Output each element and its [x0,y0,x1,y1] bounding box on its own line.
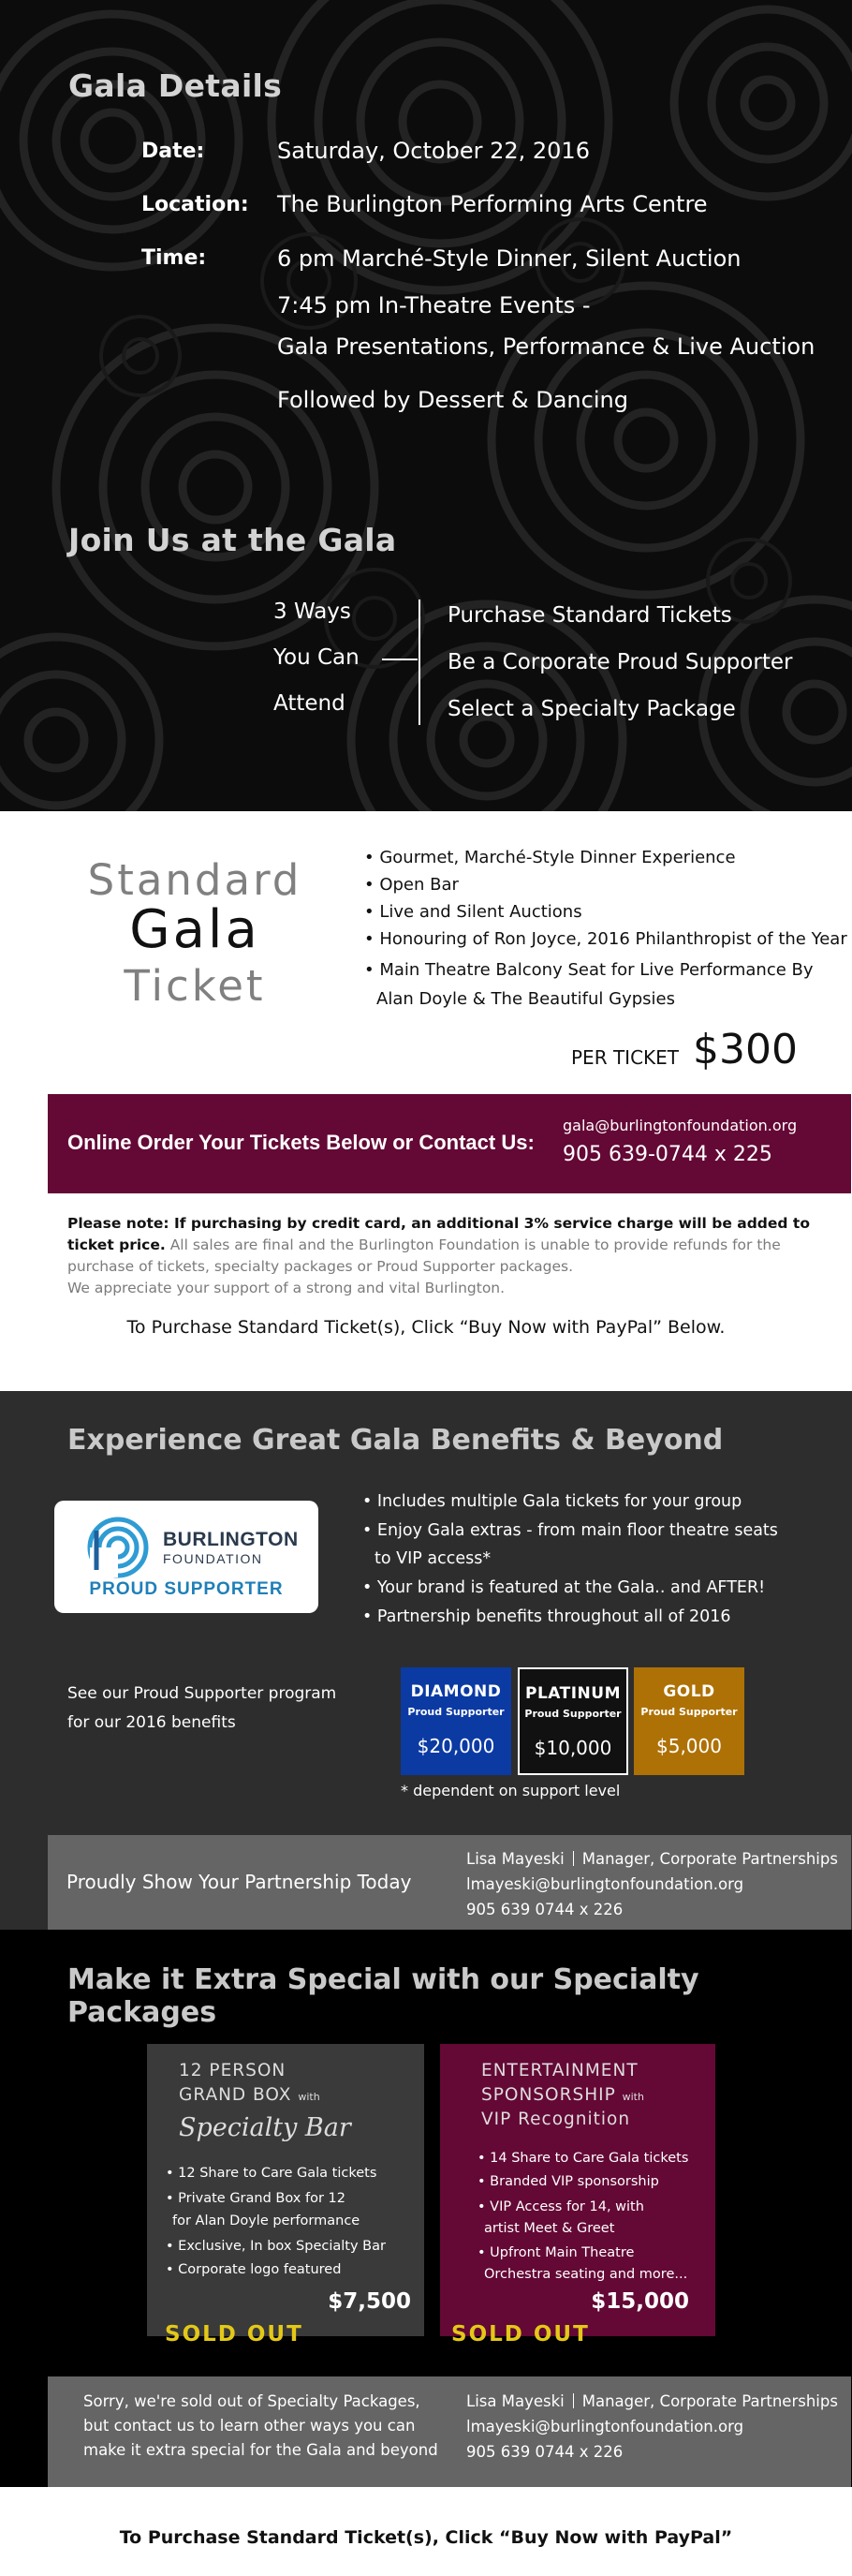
pkg1-line1: 12 PERSON [179,2061,286,2080]
note-last-line: We appreciate your support of a strong and vital Burlington. [67,1280,506,1296]
partnership-contact-bar [48,1835,851,1930]
pkg2-line3: VIP Recognition [481,2110,631,2129]
pkg2-line2-small: with [622,2091,644,2103]
pkg1-line2-text: GRAND BOX [179,2085,292,2105]
see-line-2: for our 2016 benefits [67,1713,236,1732]
order-text: Online Order Your Tickets Below or Contact Us: [67,1131,535,1154]
partnership-contact-line [466,1850,838,1868]
contact-name: Lisa Mayeski [466,1850,565,1868]
std-bullet-honouring: • Honouring of Ron Joyce, 2016 Philanthropist of the Year [364,929,847,949]
pkg1-price: $7,500 [328,2289,411,2314]
tier-diamond-name: DIAMOND [410,1682,502,1701]
time-line-theatre: 7:45 pm In-Theatre Events - [277,292,591,318]
ben-bullet-tickets: • Includes multiple Gala tickets for your group [362,1492,742,1511]
package-entertainment [440,2044,715,2336]
gala-word: Gala [129,899,260,960]
time-line-presentations: Gala Presentations, Performance & Live Auction [277,333,815,360]
time-line-dessert: Followed by Dessert & Dancing [277,387,628,413]
time-label: Time: [141,246,207,270]
see-line-1: See our Proud Supporter program [67,1684,337,1703]
sorry-contact-bar [48,2376,851,2487]
ben-bullet-vip: to VIP access* [375,1549,492,1568]
join-title: Join Us at the Gala [68,522,397,558]
proud-supporter-logo [54,1501,318,1613]
ways-line-3: Attend [273,691,345,716]
sorry-contact-separator [573,2393,574,2408]
pkg1-sold-out-badge: SOLD OUT [165,2322,303,2347]
ways-line-2: You Can [273,645,360,670]
location-value: The Burlington Performing Arts Centre [277,191,708,217]
pkg1-line2-small: with [298,2091,320,2103]
pkg2-bullet-meet: artist Meet & Greet [484,2221,615,2236]
pkg1-bullet-performance: for Alan Doyle performance [172,2213,360,2228]
specialty-title: Make it Extra Special with our Specialty Packages [67,1963,699,2029]
pkg2-line2 [481,2085,644,2105]
std-bullet-balcony: • Main Theatre Balcony Seat for Live Performance By [364,960,814,980]
order-phone: 905 639-0744 x 225 [563,1143,772,1166]
standard-word: Standard [87,855,302,905]
purchase-note [67,1213,826,1299]
logo-name: BURLINGTON [163,1529,299,1550]
location-label: Location: [141,193,249,216]
pkg2-bullet-orchestra: Orchestra seating and more... [484,2267,688,2282]
per-ticket-label: PER TICKET [571,1046,679,1069]
pkg1-script-title: Specialty Bar [179,2113,351,2142]
pkg2-line2-text: SPONSORSHIP [481,2085,616,2105]
pkg2-bullet-upfront: • Upfront Main Theatre [477,2245,635,2260]
pkg1-bullet-box: • Private Grand Box for 12 [166,2191,345,2206]
tier-platinum-amount: $10,000 [534,1737,612,1759]
contact-role: Manager, Corporate Partnerships [581,1850,838,1868]
ben-bullet-brand: • Your brand is featured at the Gala.. and AFTER! [362,1578,766,1597]
specialty-section [0,1930,852,2487]
ways-connector [382,659,418,660]
pkg2-bullet-tickets: • 14 Share to Care Gala tickets [477,2151,689,2166]
benefits-section [0,1391,852,1930]
std-bullet-auctions: • Live and Silent Auctions [364,902,582,922]
ticket-price: $300 [693,1026,798,1073]
pkg2-bullet-branded: • Branded VIP sponsorship [477,2174,659,2189]
pkg2-line1: ENTERTAINMENT [481,2061,639,2080]
sorry-contact-line [466,2392,838,2410]
see-program-text [67,1680,336,1738]
note-bold-text: Please note: If purchasing by credit card, an additional 3% service charge will be added to ticket price. [67,1215,810,1253]
paypal-cta-top: To Purchase Standard Ticket(s), Click “Buy Now with PayPal” Below. [126,1317,726,1338]
paypal-cta-bottom: To Purchase Standard Ticket(s), Click “Buy Now with PayPal” [119,2527,733,2548]
sorry-contact-role: Manager, Corporate Partnerships [581,2392,838,2410]
note-rest-text: All sales are final and the Burlington Foundation is unable to provide refunds for the purchase of tickets, specialty packages or Proud Supporter packages. [67,1236,781,1275]
logo-proud-supporter: PROUD SUPPORTER [89,1579,284,1599]
dependent-note: * dependent on support level [401,1782,621,1799]
logo-sub: FOUNDATION [163,1551,263,1566]
time-line-dinner: 6 pm Marché-Style Dinner, Silent Auction [277,245,742,272]
std-bullet-performers: Alan Doyle & The Beautiful Gypsies [376,989,675,1009]
contact-separator [573,1851,574,1866]
sorry-line-3: make it extra special for the Gala and beyond [83,2441,438,2459]
ben-bullet-partnership: • Partnership benefits throughout all of 2016 [362,1607,731,1626]
order-contact-bar [48,1094,851,1193]
date-label: Date: [141,140,205,163]
tier-gold-amount: $5,000 [656,1735,722,1757]
sorry-line-2: but contact us to learn other ways you can [83,2417,416,2435]
std-bullet-bar: • Open Bar [364,875,459,895]
std-bullet-dinner: • Gourmet, Marché-Style Dinner Experience [364,848,736,867]
ben-bullet-extras: • Enjoy Gala extras - from main floor theatre seats [362,1521,778,1540]
contact-phone: 905 639 0744 x 226 [466,1901,624,1918]
tier-gold-sub: Proud Supporter [640,1706,738,1718]
pkg1-bullet-logo: • Corporate logo featured [166,2262,342,2277]
tier-platinum-name: PLATINUM [525,1684,621,1703]
pkg2-sold-out-badge: SOLD OUT [451,2322,590,2347]
pkg2-bullet-vip: • VIP Access for 14, with [477,2199,644,2214]
sorry-contact-name: Lisa Mayeski [466,2392,565,2410]
tier-diamond [401,1667,511,1775]
contact-email-link[interactable]: lmayeski@burlingtonfoundation.org [466,1875,744,1893]
date-value: Saturday, October 22, 2016 [277,138,590,164]
tier-diamond-amount: $20,000 [417,1735,495,1757]
partnership-cta-text: Proudly Show Your Partnership Today [66,1871,412,1893]
order-email-link[interactable]: gala@burlingtonfoundation.org [563,1117,798,1134]
sorry-contact-phone: 905 639 0744 x 226 [466,2443,624,2461]
pkg1-line2 [179,2085,320,2105]
package-grand-box [147,2044,424,2336]
tier-diamond-sub: Proud Supporter [407,1706,505,1718]
tier-gold [634,1667,744,1775]
ways-line-1: 3 Ways [273,600,351,624]
ticket-word: Ticket [124,961,266,1011]
pkg1-bullet-tickets: • 12 Share to Care Gala tickets [166,2166,377,2181]
ways-divider [419,600,420,725]
gala-details-title: Gala Details [68,67,283,104]
burlington-logo-icon [82,1512,157,1587]
sorry-line-1: Sorry, we're sold out of Specialty Packages, [83,2392,420,2410]
option-corporate-supporter: Be a Corporate Proud Supporter [448,650,793,674]
option-standard-tickets: Purchase Standard Tickets [448,603,732,628]
sorry-contact-email-link[interactable]: lmayeski@burlingtonfoundation.org [466,2418,744,2435]
tier-platinum [518,1667,628,1775]
tier-platinum-sub: Proud Supporter [524,1708,622,1720]
benefits-title: Experience Great Gala Benefits & Beyond [67,1424,724,1457]
tier-gold-name: GOLD [663,1682,715,1701]
pkg1-bullet-bar: • Exclusive, In box Specialty Bar [166,2239,386,2254]
pkg2-price: $15,000 [591,2289,689,2314]
option-specialty-package: Select a Specialty Package [448,697,736,721]
gala-hero-section [0,0,852,811]
